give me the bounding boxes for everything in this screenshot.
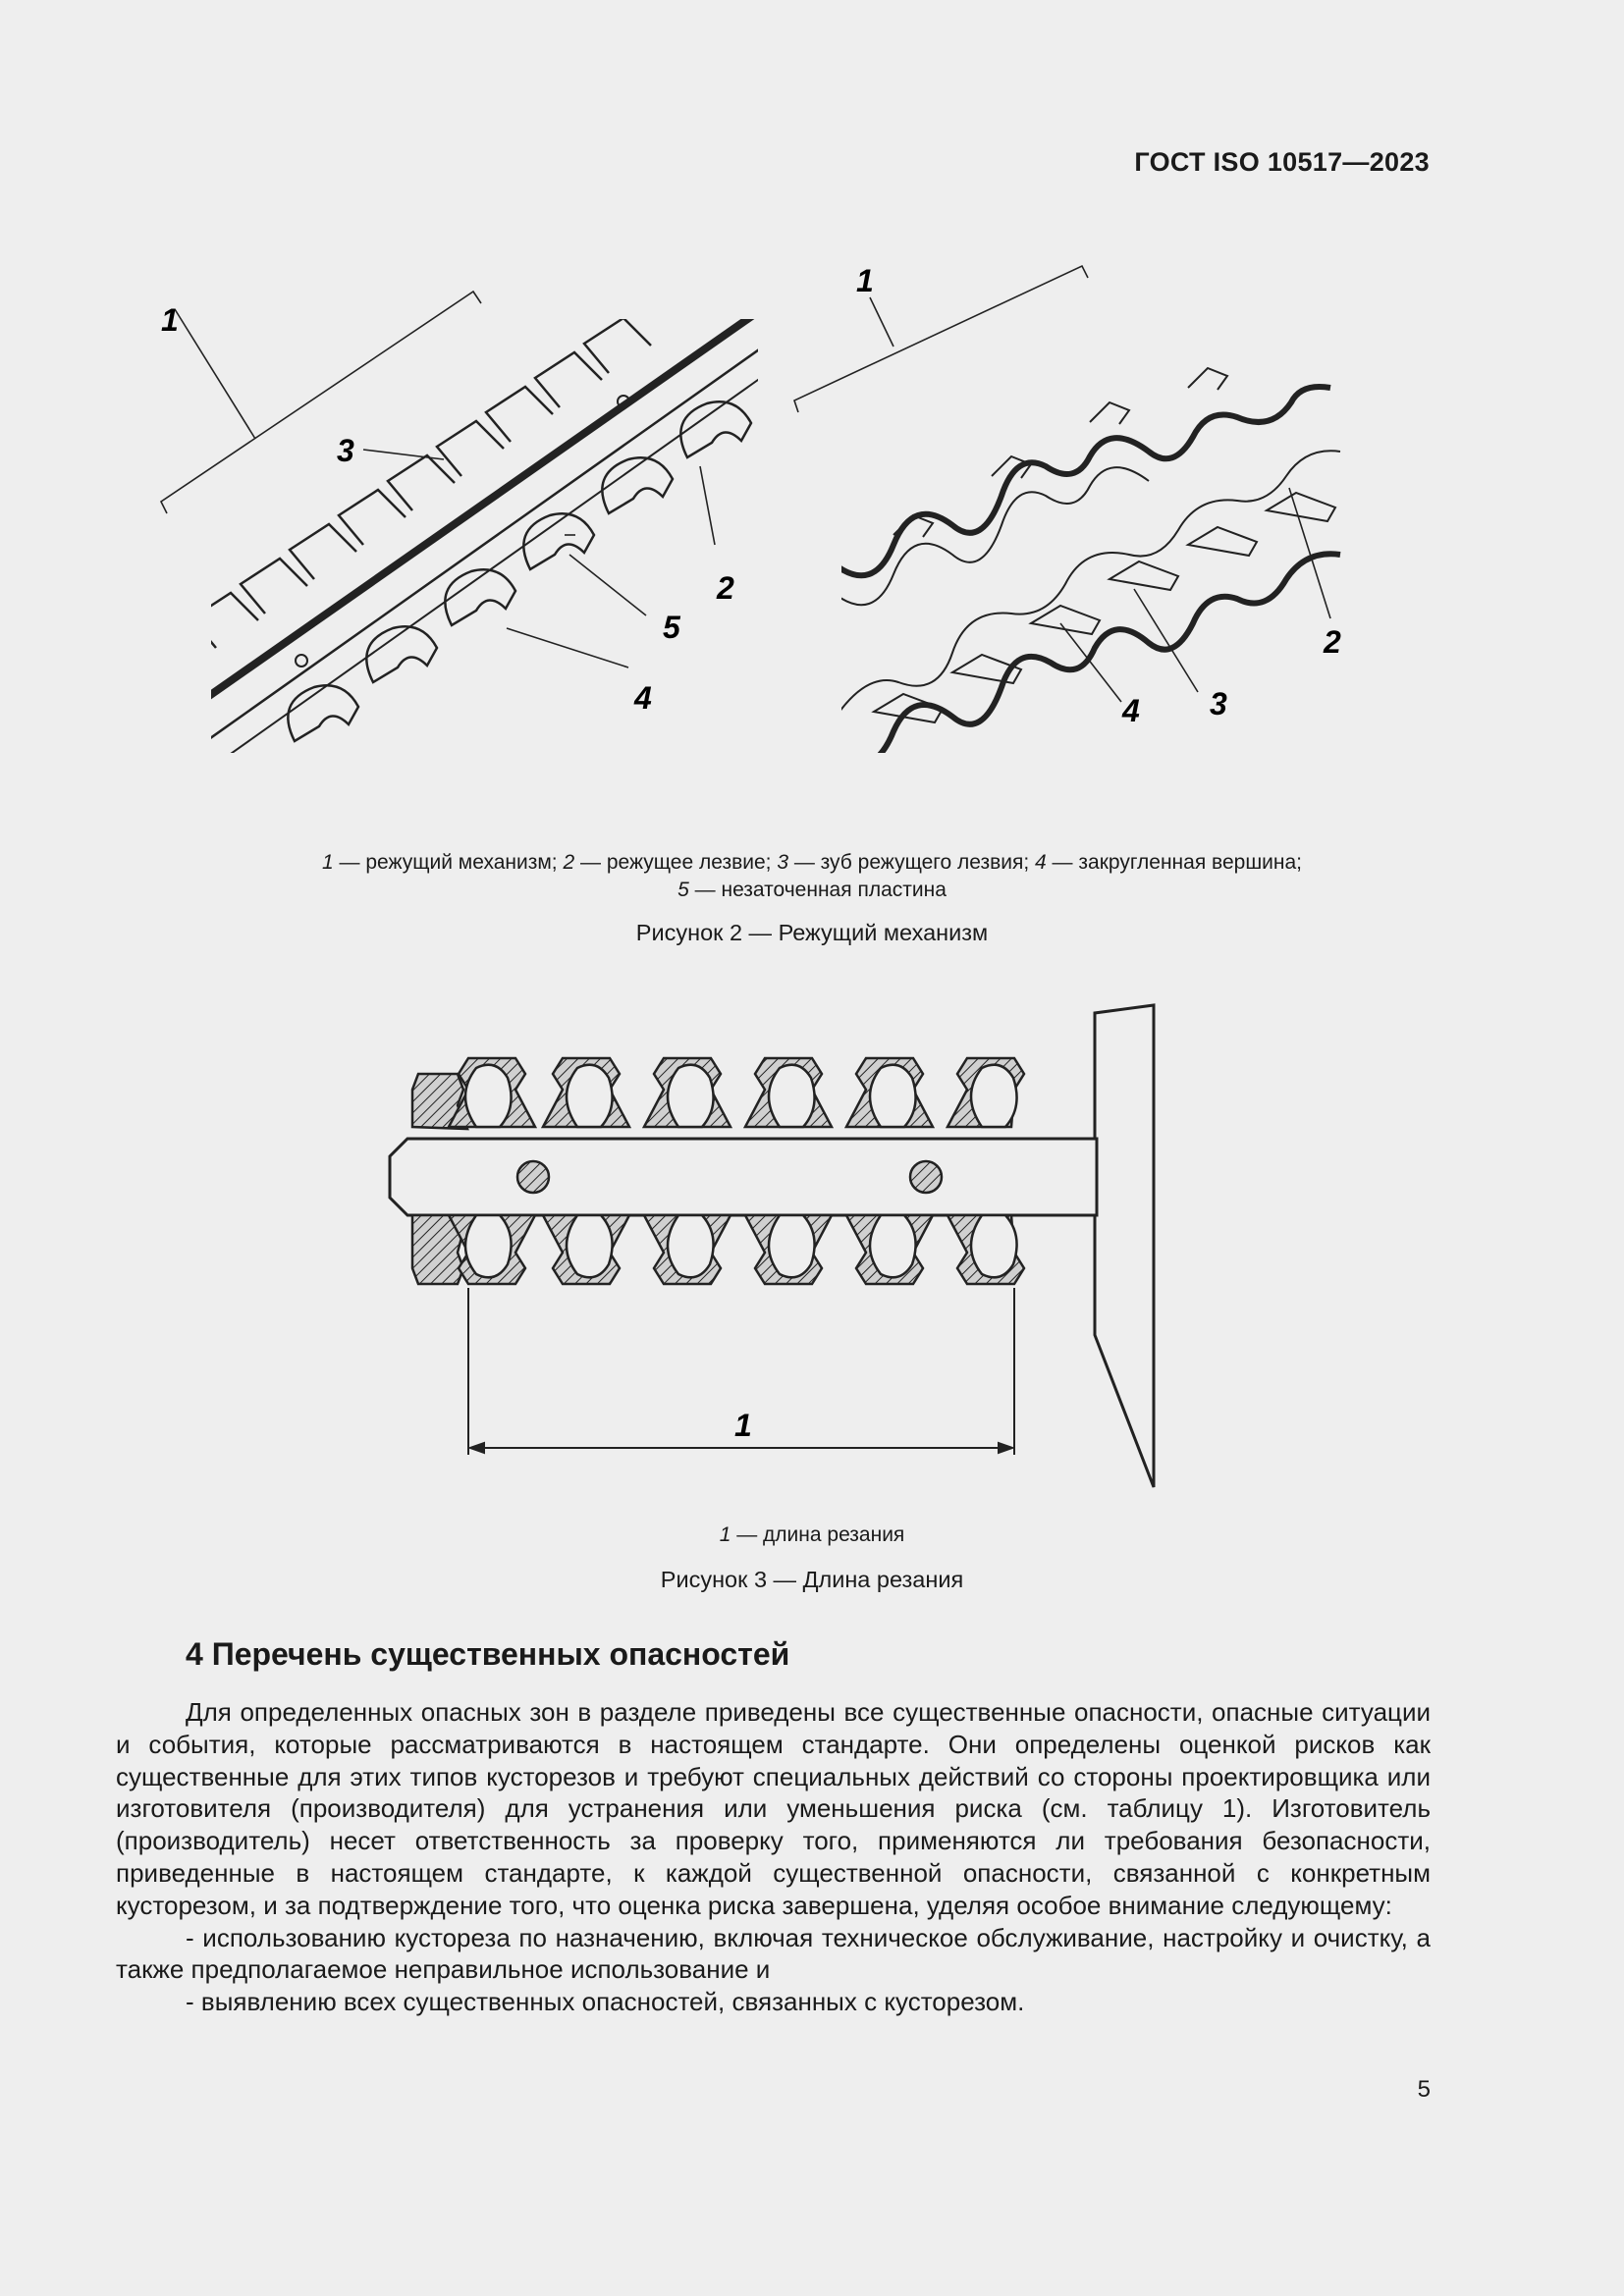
figure-3-caption: Рисунок 3 — Длина резания [660,1567,964,1592]
page-number: 5 [1417,2076,1431,2103]
figure-3-callout-1: 1 [734,1408,752,1443]
right-blade-drawing [835,368,1340,767]
blade-bar [390,1139,1097,1215]
right-callout-4: 4 [1122,693,1140,728]
legend-number-4: 4 [1035,851,1047,874]
left-callout-1: 1 [161,302,179,338]
handle-plate [1095,1005,1154,1487]
left-callout-3: 3 [337,433,354,468]
figure-3-cutting-length [368,1001,1193,1492]
legend-text-2: — режущее лезвие; [574,851,778,874]
legend-text-3: — зуб режущего лезвия; [788,851,1036,874]
section-body [116,1696,1431,2018]
legend-text-5: — незаточенная пластина [688,879,947,901]
figure-3-legend-number: 1 [719,1523,731,1546]
legend-number-1: 1 [321,851,334,874]
bar-rivet-right [910,1161,942,1193]
legend-number-3: 3 [777,851,788,874]
figure-2-legend-line-2 [0,877,1624,904]
bar-rivet-left [517,1161,549,1193]
left-callout-2: 2 [717,570,734,606]
figure-2-cutting-mechanism [147,250,1375,780]
figure-2-legend [0,849,1624,904]
legend-number-5: 5 [677,879,689,901]
left-callout-5: 5 [663,610,680,645]
legend-text-1: — режущий механизм; [333,851,564,874]
legend-number-2: 2 [563,851,575,874]
left-bracket [161,292,481,513]
section-paragraph: Для определенных опасных зон в разделе приведены все существенные опасности, опасные ситуации и события, которые рассматриваются в настоящем стандарте. Они определены оценкой рисков как существенные для этих типов кусторезов и требуют специальных действий со стороны проектировщика или изготовителя (производителя) для устранения или уменьшения риска (см. таблицу 1). Изготовитель (производитель) несет ответственность за проверку того, применяются ли требования безопасности, приведенные в настоящем стандарте, к каждой существенной опасности, связанной с конкретным кусторезом, и за подтверждение того, что оценка риска завершена, уделяя особое внимание следующему: [116,1697,1431,1920]
right-callout-2: 2 [1324,624,1341,660]
standard-code-header: ГОСТ ISO 10517—2023 [1134,147,1430,177]
left-blade-drawing [187,299,795,761]
list-item: - использованию кустореза по назначению, включая техническое обслуживание, настройку и очистку, а также предполагаемое неправильное использование и [116,1922,1431,1985]
list-item: - выявлению всех существенных опасностей, связанных с кусторезом. [186,1987,1025,2017]
left-callout-4: 4 [634,680,652,716]
figure-2-legend-line-1 [0,849,1624,877]
section-heading: 4 Перечень существенных опасностей [186,1636,790,1672]
right-bracket [794,266,1088,412]
figure-3-legend [0,1522,1624,1549]
figure-3-legend-text: — длина резания [731,1523,905,1546]
legend-text-4: — закругленная вершина; [1046,851,1303,874]
right-callout-1: 1 [856,263,874,298]
right-leaders [1060,488,1330,702]
right-callout-3: 3 [1210,686,1227,721]
figure-2-caption: Рисунок 2 — Режущий механизм [635,920,989,945]
